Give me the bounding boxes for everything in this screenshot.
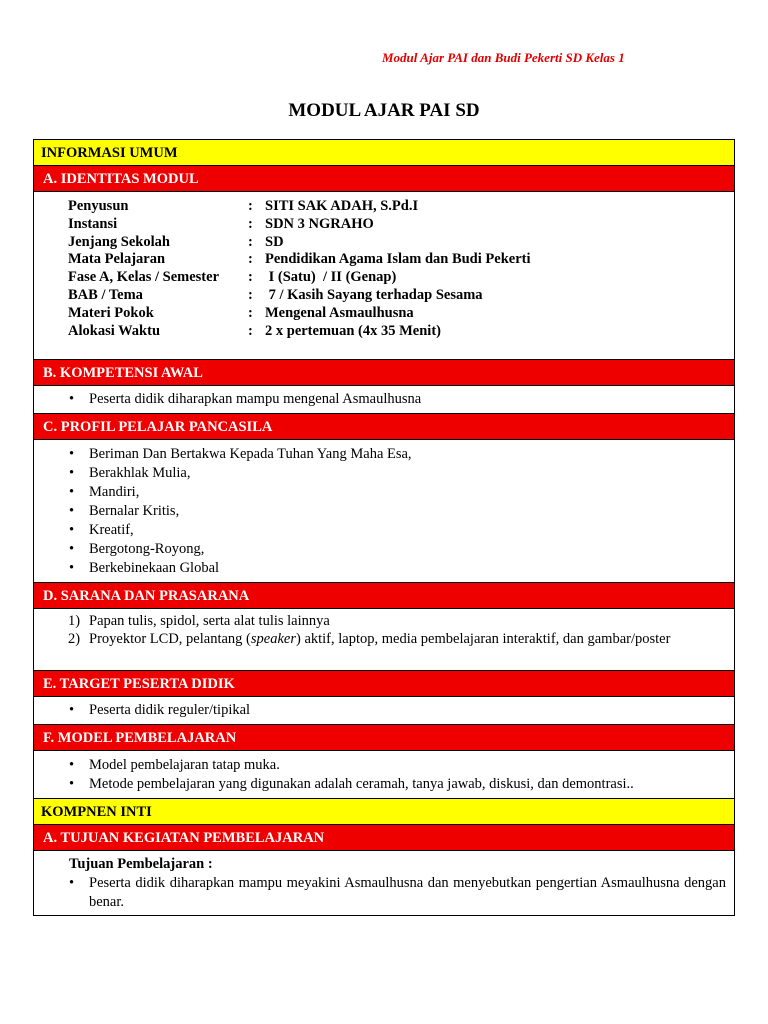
komponen-inti-heading: KOMPNEN INTI xyxy=(34,799,734,825)
item-text-start: Proyektor LCD, pelantang ( xyxy=(89,630,251,647)
list-item: • Mandiri, xyxy=(34,483,734,502)
item-text-end: ) aktif, laptop, media pembelajaran interaktif, dan gambar/poster xyxy=(295,630,671,647)
kompetensi-awal-section xyxy=(34,386,734,414)
list-item: • Beriman Dan Bertakwa Kepada Tuhan Yang Maha Esa, xyxy=(34,445,734,464)
numbered-item xyxy=(34,631,734,649)
identitas-separator: : xyxy=(248,269,253,286)
list-item: • Metode pembelajaran yang digunakan adalah ceramah, tanya jawab, diskusi, dan demontrasi.. xyxy=(34,775,734,794)
list-item: • Berakhlak Mulia, xyxy=(34,464,734,483)
sarana-prasarana-heading: D. SARANA DAN PRASARANA xyxy=(34,583,734,609)
identitas-value: 2 x pertemuan (4x 35 Menit) xyxy=(265,322,441,339)
model-pembelajaran-section xyxy=(34,751,734,799)
identitas-value: I (Satu) / II (Genap) xyxy=(265,269,397,286)
identitas-row xyxy=(68,305,734,323)
identitas-separator: : xyxy=(248,198,253,214)
list-item: • Model pembelajaran tatap muka. xyxy=(34,756,734,775)
identitas-separator: : xyxy=(248,233,253,250)
running-header: Modul Ajar PAI dan Budi Pekerti SD Kelas 1 xyxy=(382,50,625,65)
identitas-label: Penyusun xyxy=(68,198,129,214)
profil-pancasila-section xyxy=(34,440,734,583)
list-item: • Peserta didik diharapkan mampu meyakini Asmaulhusna dan menyebutkan pengertian Asmaulhusna dengan benar. xyxy=(34,874,734,912)
identitas-value: SD xyxy=(265,233,284,250)
identitas-label: Fase A, Kelas / Semester xyxy=(68,269,220,286)
identitas-row xyxy=(68,323,734,341)
item-number: 2) xyxy=(68,630,81,647)
identitas-separator: : xyxy=(248,322,253,339)
identitas-row xyxy=(68,234,734,252)
identitas-row xyxy=(68,287,734,305)
tujuan-subheading: Tujuan Pembelajaran : xyxy=(69,856,213,872)
identitas-row xyxy=(68,251,734,269)
numbered-item xyxy=(34,613,734,631)
target-peserta-heading: E. TARGET PESERTA DIDIK xyxy=(34,671,734,697)
item-text xyxy=(89,631,734,649)
kompetensi-awal-heading: B. KOMPETENSI AWAL xyxy=(34,360,734,386)
list-item: • Peserta didik reguler/tipikal xyxy=(34,701,734,720)
identitas-modul-heading: A. IDENTITAS MODUL xyxy=(34,166,734,192)
model-pembelajaran-heading: F. MODEL PEMBELAJARAN xyxy=(34,725,734,751)
identitas-modul-section xyxy=(34,192,734,360)
list-item: • Bernalar Kritis, xyxy=(34,502,734,521)
identitas-value: Pendidikan Agama Islam dan Budi Pekerti xyxy=(265,251,531,268)
sarana-prasarana-section xyxy=(34,609,734,671)
tujuan-pembelajaran-section xyxy=(34,851,734,915)
identitas-label: BAB / Tema xyxy=(68,286,143,303)
item-text: Papan tulis, spidol, serta alat tulis lainnya xyxy=(89,613,330,629)
identitas-label: Instansi xyxy=(68,215,118,232)
list-item: • Bergotong-Royong, xyxy=(34,540,734,559)
identitas-separator: : xyxy=(248,286,253,303)
identitas-separator: : xyxy=(248,251,253,268)
identitas-separator: : xyxy=(248,215,253,232)
target-peserta-section xyxy=(34,697,734,725)
item-text-emphasis: speaker xyxy=(250,630,296,647)
identitas-value: SITI SAK ADAH, S.Pd.I xyxy=(265,198,419,214)
identitas-row xyxy=(68,269,734,287)
identitas-label: Jenjang Sekolah xyxy=(68,233,170,250)
informasi-umum-heading: INFORMASI UMUM xyxy=(34,140,734,166)
identitas-value: 7 / Kasih Sayang terhadap Sesama xyxy=(265,286,483,303)
identitas-label: Alokasi Waktu xyxy=(68,322,161,339)
document-title: MODUL AJAR PAI SD xyxy=(288,100,480,121)
identitas-separator: : xyxy=(248,304,253,321)
item-number: 1) xyxy=(68,613,81,629)
list-item: • Peserta didik diharapkan mampu mengenal Asmaulhusna xyxy=(34,390,734,409)
module-table xyxy=(33,139,735,916)
identitas-label: Mata Pelajaran xyxy=(68,251,166,268)
identitas-label: Materi Pokok xyxy=(68,304,154,321)
list-item: • Kreatif, xyxy=(34,521,734,540)
identitas-row xyxy=(68,216,734,234)
identitas-value: SDN 3 NGRAHO xyxy=(265,215,374,232)
list-item: • Berkebinekaan Global xyxy=(34,559,734,578)
profil-pancasila-heading: C. PROFIL PELAJAR PANCASILA xyxy=(34,414,734,440)
identitas-row xyxy=(68,198,734,216)
tujuan-pembelajaran-heading: A. TUJUAN KEGIATAN PEMBELAJARAN xyxy=(34,825,734,851)
identitas-value: Mengenal Asmaulhusna xyxy=(265,304,414,321)
